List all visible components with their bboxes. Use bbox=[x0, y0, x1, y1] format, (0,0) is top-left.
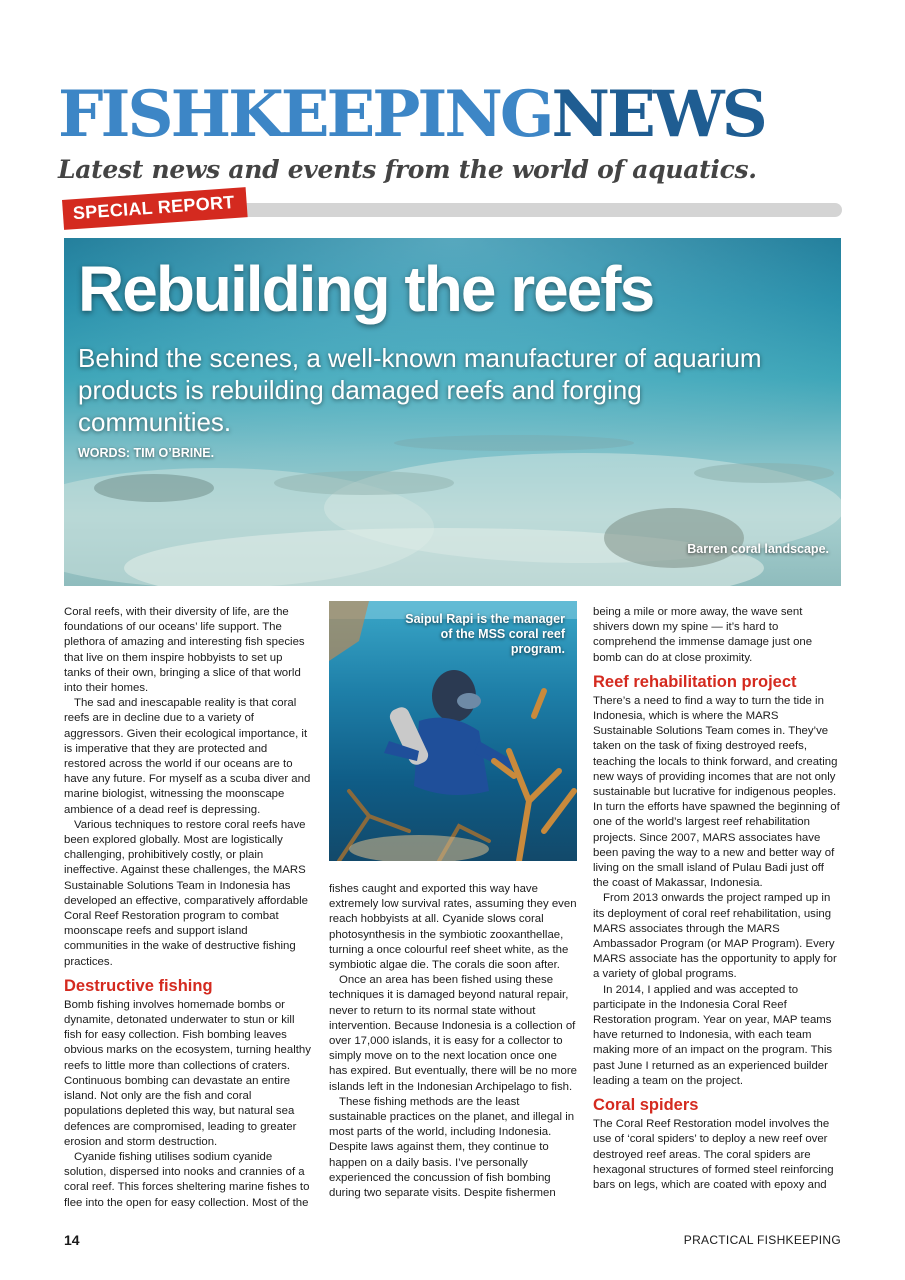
page-number: 14 bbox=[64, 1232, 80, 1248]
paragraph: Coral reefs, with their diversity of life, are the foundations of our oceans’ life support. The plethora of amazing and interesting fish species that live on them inspire hobbyists to set up tanks of their own, bringing a slice of that world into their homes. bbox=[64, 606, 305, 695]
paragraph: Cyanide fishing utilises sodium cyanide solution, dispersed into nooks and crannies of a coral reef. This forces sheltering marine fishes to flee into the open for easy collection. Most of the bbox=[64, 1150, 310, 1209]
article-column-1 bbox=[64, 605, 312, 1211]
paragraph: Once an area has been fished using these techniques it is damaged beyond natural repair, never to return to its normal state without intervention. Because Indonesia is a collection of over 17,000 islands, it is easy for a collector to simply move on to the next location once one has expired. But eventually, there will be no more islands left in the Indonesian Archipelago to fish. bbox=[329, 974, 577, 1093]
hero-image bbox=[64, 238, 841, 586]
article-column-2 bbox=[329, 882, 577, 1201]
paragraph: In 2014, I applied and was accepted to participate in the Indonesia Coral Reef Restoration program. Year on year, MAP teams have returned to Indonesia, with each team making more of an impact on the program. This past June I returned as an experienced builder leading a team on the project. bbox=[593, 983, 833, 1087]
paragraph: These fishing methods are the least sustainable practices on the planet, and illegal in most parts of the world, including Indonesia. Despite laws against them, they continue to happen on a daily basis. I’ve personally experienced the concussion of fish bombing during two separate visits. Despite fishermen bbox=[329, 1095, 575, 1200]
subheading-destructive-fishing: Destructive fishing bbox=[64, 976, 213, 995]
subheading-coral-spiders: Coral spiders bbox=[593, 1096, 699, 1115]
article-column-3 bbox=[593, 605, 841, 1193]
masthead bbox=[58, 78, 858, 152]
section-label: SPECIAL REPORT bbox=[62, 187, 248, 230]
article-standfirst: Behind the scenes, a well-known manufacturer of aquarium products is rebuilding damaged reefs and forging communities. bbox=[78, 343, 762, 437]
masthead-tagline: Latest news and events from the world of aquatics. bbox=[58, 155, 757, 184]
article-byline: WORDS: TIM O’BRINE. bbox=[78, 446, 215, 460]
masthead-fishkeeping: FISHKEEPING bbox=[58, 77, 552, 152]
photo-caption: Saipul Rapi is the manager of the MSS coral reef program. bbox=[405, 612, 565, 656]
subheading-reef-rehabilitation: Reef rehabilitation project bbox=[593, 672, 797, 691]
paragraph: From 2013 onwards the project ramped up in its deployment of coral reef rehabilitation, using MARS associates through the MARS Ambassador Program (or MAP Program). Every MARS associate has the opportunity to apply for a variety of global programs. bbox=[593, 892, 837, 981]
paragraph: fishes caught and exported this way have extremely low survival rates, assuming they even reach hobbyists at all. Cyanide slows coral photosynthesis in the symbiotic zooxanthellae, turning a once colourful reef sheet white, as the symbiotic algae die. The corals die soon after. bbox=[329, 883, 577, 972]
masthead-news: NEWS bbox=[551, 77, 765, 152]
paragraph: The Coral Reef Restoration model involves the use of ‘coral spiders’ to deploy a new reef over destroyed reef areas. The coral spiders are hexagonal structures of formed steel reinforcing bars on legs, which are coated with epoxy and bbox=[593, 1118, 834, 1191]
publication-name: PRACTICAL FISHKEEPING bbox=[683, 1233, 841, 1247]
paragraph: Various techniques to restore coral reefs have been explored globally. Most are logistically challenging, prohibitively costly, or plain ineffective. Against these challenges, the MARS Sustainable Solutions Team in Indonesia has developed an effective, comparatively affordable Coral Reef Restoration program to combat moonscape reefs and support island communities in the wake of destructive fishing practices. bbox=[64, 818, 309, 968]
article-title: Rebuilding the reefs bbox=[78, 253, 654, 325]
paragraph: The sad and inescapable reality is that coral reefs are in decline due to a variety of aggressors. Given their ecological importance, it is imperative that they are protected and restored across the world if our oceans are to have any future. For myself as a scuba diver and marine biologist, witnessing the moonscape ambience of a dead reef is depressing. bbox=[64, 697, 311, 816]
paragraph: There’s a need to find a way to turn the tide in Indonesia, which is where the MARS Sustainable Solutions Team comes in. They’ve taken on the task of fixing destroyed reefs, teaching the locals to think forward, and creating new ways of providing incomes that are not only sustainable but lucrative for indigenous peoples. In turn the efforts have spawned the beginning of one of the world’s largest reef rehabilitation projects. Since 2007, MARS associates have been paving the way to a new and better way of living on the small island of Pulau Badi just off the coast of Makassar, Indonesia. bbox=[593, 694, 840, 890]
paragraph: being a mile or more away, the wave sent shivers down my spine — it’s hard to comprehend the immense damage just one bomb can do at close proximity. bbox=[593, 606, 813, 664]
paragraph: Bomb fishing involves homemade bombs or dynamite, detonated underwater to stun or kill fish for easy collection. Fish bombing leaves obvious marks on the ecosystem, turning healthy reefs to little more than collections of craters. Continuous bombing can devastate an entire island. Not only are the fish and coral populations depleted this way, but natural sea defences are compromised, leading to greater erosion and storm destruction. bbox=[64, 998, 311, 1148]
hero-caption: Barren coral landscape. bbox=[687, 542, 829, 556]
diver-photo bbox=[329, 601, 577, 861]
